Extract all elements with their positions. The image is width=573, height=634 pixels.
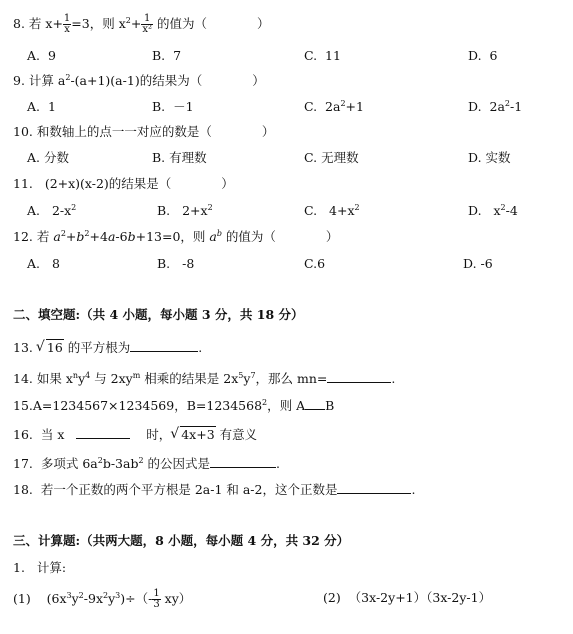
fraction: $\frac{1}{\text{x²}}$ (142, 13, 152, 35)
question-16: 16. 当 x 时，√ 4x+3 有意义 (13, 428, 257, 442)
question-13: 13. √ 16 的平方根为 . (13, 341, 202, 355)
question-number: 18. (13, 482, 33, 497)
question-number: 15. (13, 398, 33, 413)
option-b: B. $2+x^2$ (157, 202, 213, 218)
option-d: D. -6 (463, 256, 493, 271)
section-heading: 三、计算题:（共两大题，8 小题，每小题 4 分，共 32 分） (13, 533, 350, 548)
option-b: B. 有理数 (152, 150, 207, 165)
fraction: $\frac{1}{x}$ (63, 13, 71, 35)
option-a: A. 分数 (27, 150, 70, 165)
question-number: 16. (13, 427, 33, 442)
option-d: D. 实数 (468, 150, 511, 165)
question-number: 11. (13, 176, 33, 191)
option-d: D. $x^2-4$ (468, 202, 518, 218)
option-b: B. 7 (152, 48, 182, 63)
question-number: 13. (13, 340, 33, 355)
question-8: 8. 若 x+ $\frac{1}{x}$ =3，则 $x^2+$ $\frac{1}{\text{x²}}$ 的值为（ ） (13, 13, 270, 35)
question-number: 12. (13, 229, 33, 244)
option-c: C. $4+x^2$ (304, 202, 360, 218)
question-number: 14. (13, 371, 33, 386)
calc-1: (1) $(6x^3y^2-9x^2y^3)\div(-$ $\frac{1}{3}$ xy） (13, 588, 192, 610)
option-b: B. -8 (157, 256, 195, 271)
question-18: 18. 若一个正数的两个平方根是 2a-1 和 a-2，这个正数是 . (13, 482, 416, 497)
answer-blank (305, 399, 325, 410)
question-14: 14. 如果 $x^ny^4$ 与 $2xy^m$ 相乘的结果是 $2x^5y^7$，那么 mn= . (13, 370, 396, 386)
question-17: 17. 多项式 $6a^2b-3ab^2$ 的公因式是 . (13, 455, 281, 471)
fraction: $\frac{1}{3}$ (153, 588, 160, 610)
answer-blank (130, 341, 198, 352)
calc-2: (2) （3x-2y+1）（3x-2y-1） (323, 590, 492, 605)
option-b: B. －1 (152, 99, 194, 114)
option-a: A. 8 (27, 256, 60, 271)
option-a: A. 1 (27, 99, 56, 114)
question-number: 10. (13, 124, 33, 139)
question-10: 10. 和数轴上的点一一对应的数是（ ） (13, 124, 275, 139)
option-c: C. $2a^2+1$ (304, 98, 364, 114)
answer-blank (337, 483, 411, 494)
question-number: 9. (13, 73, 25, 88)
option-d: D. 6 (468, 48, 498, 63)
question-number: 17. (13, 456, 33, 471)
question-number: (2) (323, 590, 341, 605)
option-c: C. 无理数 (304, 150, 359, 165)
section-heading: 二、填空题:（共 4 小题，每小题 3 分，共 18 分） (13, 307, 304, 322)
option-c: C. 11 (304, 48, 341, 63)
option-c: C.6 (304, 256, 326, 271)
question-9: 9. 计算 $a^2-(a+1)(a-1)$的结果为（ ） (13, 72, 265, 88)
question-number: (1) (13, 591, 31, 606)
question-number: 1. (13, 560, 25, 575)
option-a: A. $2-x^2$ (27, 202, 77, 218)
question-11: 11. (2+x)(x-2)的结果是（ ） (13, 176, 234, 191)
option-d: D. $2a^2-1$ (468, 98, 523, 114)
square-root: √ 16 (37, 342, 64, 355)
question-number: 8. (13, 16, 25, 31)
square-root: √ 4x+3 (171, 429, 215, 442)
question-15: 15.A=1234567×1234569，$B=1234568^2$，则 A B (13, 397, 335, 413)
answer-blank (76, 428, 130, 439)
answer-blank (327, 372, 391, 383)
option-a: A. 9 (27, 48, 56, 63)
question-12: 12. 若 $a^2+b^2+4a-6b+13=0$，则 $a^b$ 的值为（ ） (13, 228, 339, 244)
answer-blank (210, 457, 276, 468)
problem-1: 1. 计算: (13, 560, 67, 575)
